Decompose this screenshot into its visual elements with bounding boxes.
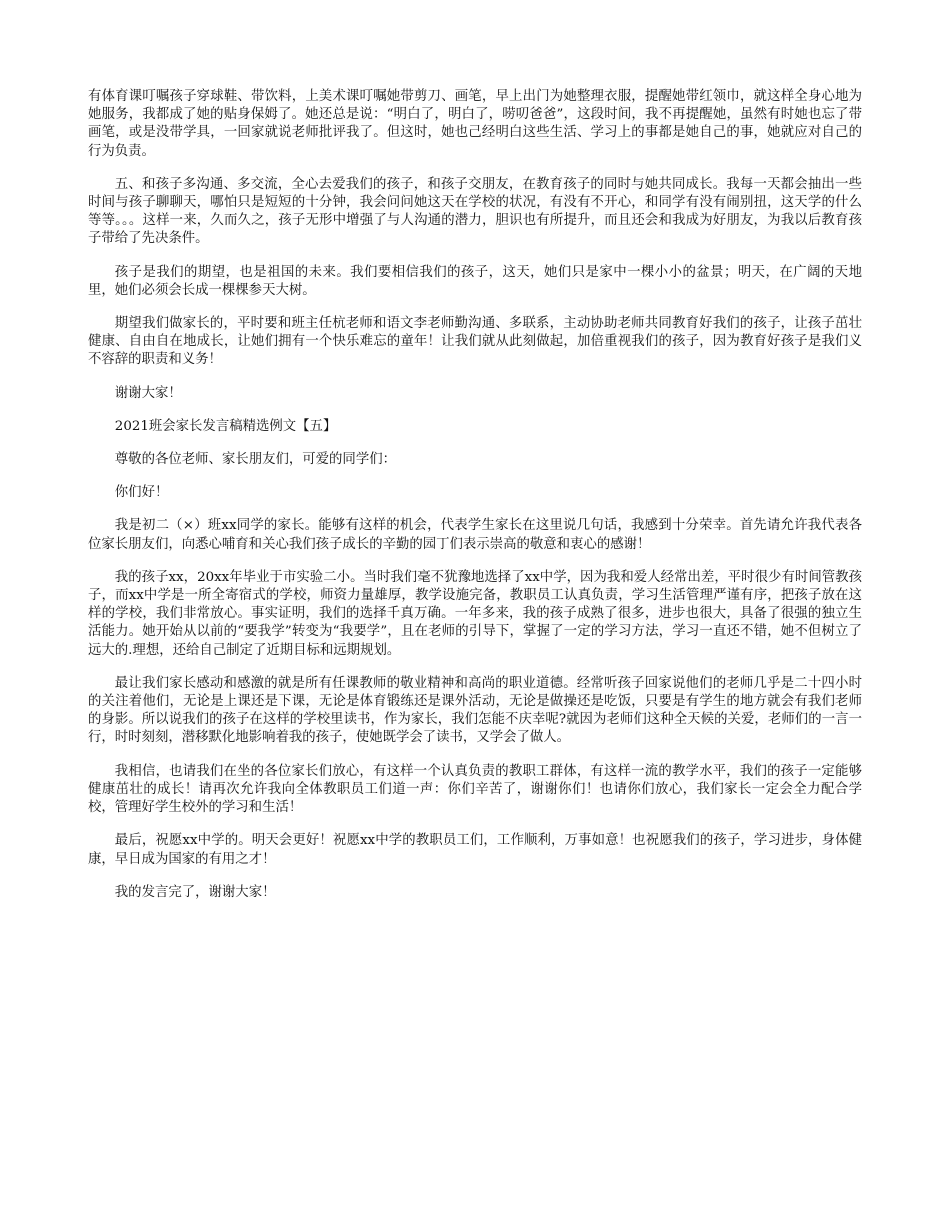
paragraph-closing: 我的发言完了，谢谢大家！ xyxy=(114,884,276,900)
section-heading-example-five: 2021班会家长发言稿精选例文【五】 xyxy=(114,418,337,434)
paragraph-point-five-communication: 五、和孩子多沟通、多交流，全心去爱我们的孩子，和孩子交朋友，在教育孩子的同时与她共同成长。我每一天都会抽出一些时间与孩子聊聊天，哪怕只是短短的十分钟，我会问问她这天在学校的状况，有没有不开心，和同学有没有闹别扭，这天学的什么等等。。。这样一来，久而久之，孩子无形中增强了与人沟通的潜力，胆识也有所提升，而且还会和我成为好朋友，为我以后教育孩子带给了先决条件。 xyxy=(88,176,862,247)
paragraph-thanks: 谢谢大家！ xyxy=(114,385,182,401)
paragraph-children-future: 孩子是我们的期望，也是祖国的未来。我们要相信我们的孩子，这天，她们只是家中一棵小小的盆景；明天，在广阔的天地里，她们必须会长成一棵棵参天大树。 xyxy=(88,264,862,298)
paragraph-wishes: 最后，祝愿xx中学的。明天会更好！祝愿xx中学的教职员工们，工作顺利，万事如意！也祝愿我们的孩子，学习进步，身体健康，早日成为国家的有用之才！ xyxy=(88,833,862,867)
paragraph-salutation: 尊敬的各位老师、家长朋友们，可爱的同学们： xyxy=(114,452,396,468)
paragraph-parent-hope: 期望我们做家长的，平时要和班主任杭老师和语文李老师勤沟通、多联系，主动协助老师共同教育好我们的孩子，让孩子茁壮健康、自由自在地成长，让她们拥有一个快乐难忘的童年！让我们就从此刻做起，加倍重视我们的孩子，因为教育好孩子是我们义不容辞的职责和义务！ xyxy=(88,316,862,368)
paragraph-introduction: 我是初二（×）班xx同学的家长。能够有这样的机会，代表学生家长在这里说几句话，我感到十分荣幸。首先请允许我代表各位家长朋友们，向悉心哺育和关心我们孩子成长的辛勤的园丁们表示崇高的敬意和衷心的感谢！ xyxy=(88,518,862,552)
paragraph-parenting-habits: 有体育课叮嘱孩子穿球鞋、带饮料，上美术课叮嘱她带剪刀、画笔，早上出门为她整理衣服，提醒她带红领巾，就这样全身心地为她服务，我都成了她的贴身保姆了。她还总是说：“明白了，明白了，唠叨爸爸”，这段时间，我不再提醒她，虽然有时她也忘了带画笔，或是没带学具，一回家就说老师批评我了。但这时，她也己经明白这些生活、学习上的事都是她自己的事，她就应对自己的行为负责。 xyxy=(88,89,862,159)
document-page xyxy=(88,88,862,917)
paragraph-teacher-gratitude: 最让我们家长感动和感激的就是所有任课教师的敬业精神和高尚的职业道德。经常听孩子回家说他们的老师几乎是二十四小时的关注着他们，无论是上课还是下课，无论是体育锻练还是课外活动，无论是做操还是吃饭，只要是有学生的地方就会有我们老师的身影。所以说我们的孩子在这样的学校里读书，作为家长，我们怎能不庆幸呢?就因为老师们这种全天候的关爱，老师们的一言一行，时时刻刻，潜移默化地影响着我的孩子，使她既学会了读书，又学会了做人。 xyxy=(88,675,862,746)
paragraph-greeting: 你们好！ xyxy=(114,485,169,501)
paragraph-child-progress: 我的孩子xx，20xx年毕业于市实验二小。当时我们毫不犹豫地选择了xx中学，因为我和爱人经常出差，平时很少有时间管教孩子，而xx中学是一所全寄宿式的学校，师资力量雄厚，教学设施完备，教职员工认真负责，学习生活管理严谨有序，把孩子放在这样的学校，我们非常放心。事实证明，我们的选择千真万确。一年多来，我的孩子成熟了很多，进步也很大，具备了很强的独立生活能力。她开始从以前的“要我学”转变为“我要学”，且在老师的引导下，掌握了一定的学习方法，学习一直还不错，她不但树立了远大的.理想，还给自己制定了近期目标和远期规划。 xyxy=(88,569,862,658)
paragraph-confidence: 我相信，也请我们在坐的各位家长们放心，有这样一个认真负责的教职工群体，有这样一流的教学水平，我们的孩子一定能够健康茁壮的成长！请再次允许我向全体教职员工们道一声：你们辛苦了，谢谢你们！也请你们放心，我们家长一定会全力配合学校，管理好学生校外的学习和生活！ xyxy=(88,763,862,816)
